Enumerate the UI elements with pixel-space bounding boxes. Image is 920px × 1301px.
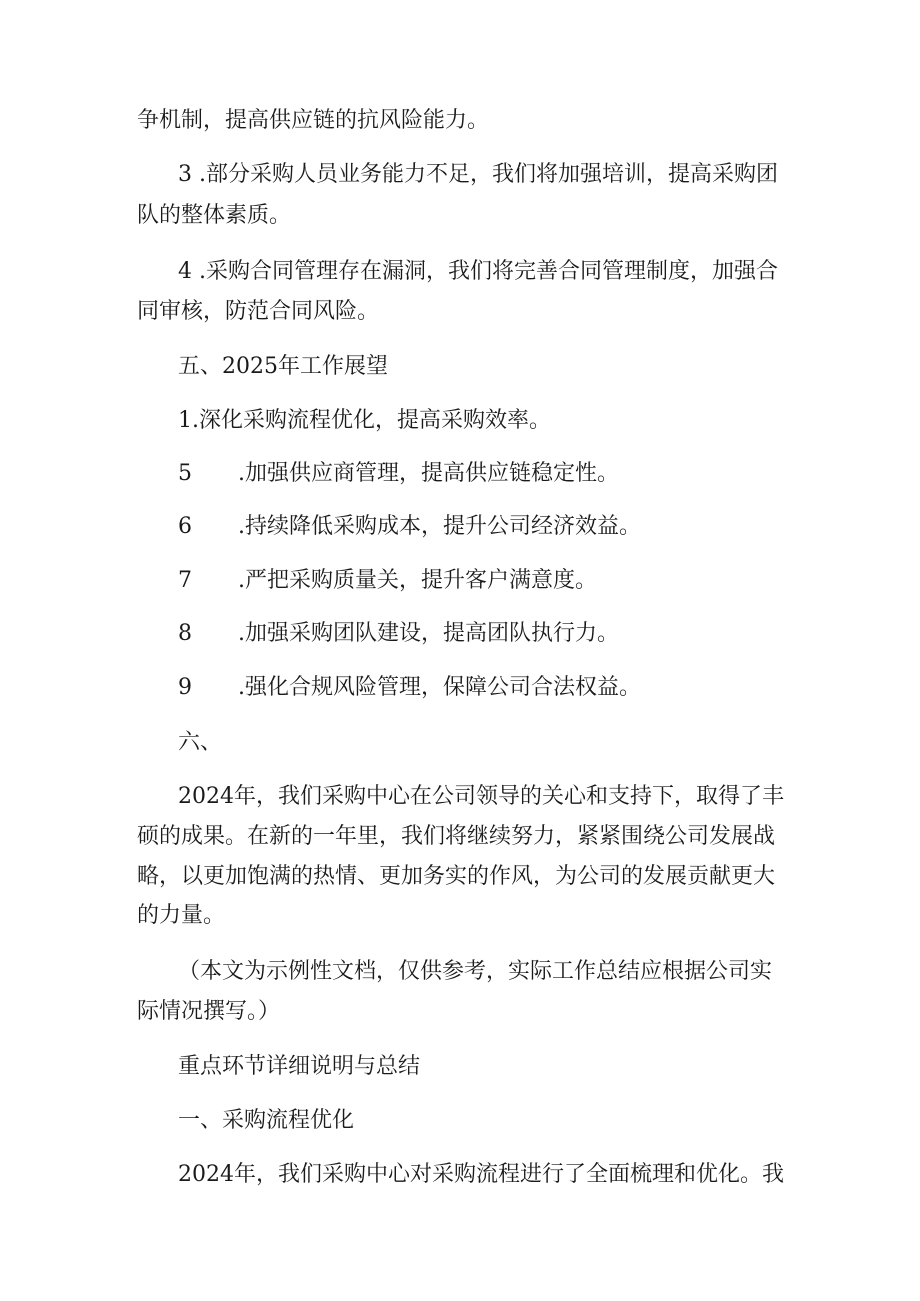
list-number: 9 xyxy=(178,675,192,700)
paragraph-line: 的力量。 xyxy=(137,903,226,928)
paragraph-line: 同审核，防范合同风险。 xyxy=(137,299,380,324)
list-item-4: 4 .采购合同管理存在漏洞，我们将完善合同管理制度，加强合 xyxy=(178,259,778,284)
paragraph-line: 争机制，提高供应链的抗风险能力。 xyxy=(137,108,490,133)
list-text: .加强供应商管理，提高供应链稳定性。 xyxy=(238,461,619,486)
list-number: 6 xyxy=(178,514,192,539)
list-item-1: 1.深化采购流程优化，提高采购效率。 xyxy=(178,408,551,433)
list-item-6 xyxy=(178,511,641,543)
list-text: .加强采购团队建设，提高团队执行力。 xyxy=(238,621,619,646)
section-title: 重点环节详细说明与总结 xyxy=(178,1054,421,1079)
list-item-5 xyxy=(178,458,619,490)
list-text: .严把采购质量关，提升客户满意度。 xyxy=(238,568,597,593)
paragraph-line: 队的整体素质。 xyxy=(137,203,292,228)
paragraph-line: 2024年，我们采购中心在公司领导的关心和支持下，取得了丰 xyxy=(178,784,784,809)
list-number: 8 xyxy=(178,621,192,646)
list-number: 7 xyxy=(178,568,192,593)
list-number: 5 xyxy=(178,461,192,486)
paragraph-line: 略，以更加饱满的热情、更加务实的作风，为公司的发展贡献更大 xyxy=(137,864,776,889)
list-text: .强化合规风险管理，保障公司合法权益。 xyxy=(238,675,641,700)
section-heading-6: 六、 xyxy=(178,730,223,755)
section-heading-5: 五、2025年工作展望 xyxy=(178,354,388,379)
disclaimer-note: （本文为示例性文档，仅供参考，实际工作总结应根据公司实 xyxy=(178,959,773,984)
list-item-8 xyxy=(178,618,619,650)
paragraph-line: 硕的成果。在新的一年里，我们将继续努力，紧紧围绕公司发展战 xyxy=(137,824,776,849)
list-item-7 xyxy=(178,565,597,597)
list-item-9 xyxy=(178,672,641,704)
disclaimer-note: 际情况撰写。） xyxy=(137,999,281,1024)
list-text: .持续降低采购成本，提升公司经济效益。 xyxy=(238,514,641,539)
paragraph-line: 2024年，我们采购中心对采购流程进行了全面梳理和优化。我 xyxy=(178,1162,784,1187)
section-heading-1: 一、采购流程优化 xyxy=(178,1108,355,1133)
list-item-3: 3 .部分采购人员业务能力不足，我们将加强培训，提高采购团 xyxy=(178,162,778,187)
